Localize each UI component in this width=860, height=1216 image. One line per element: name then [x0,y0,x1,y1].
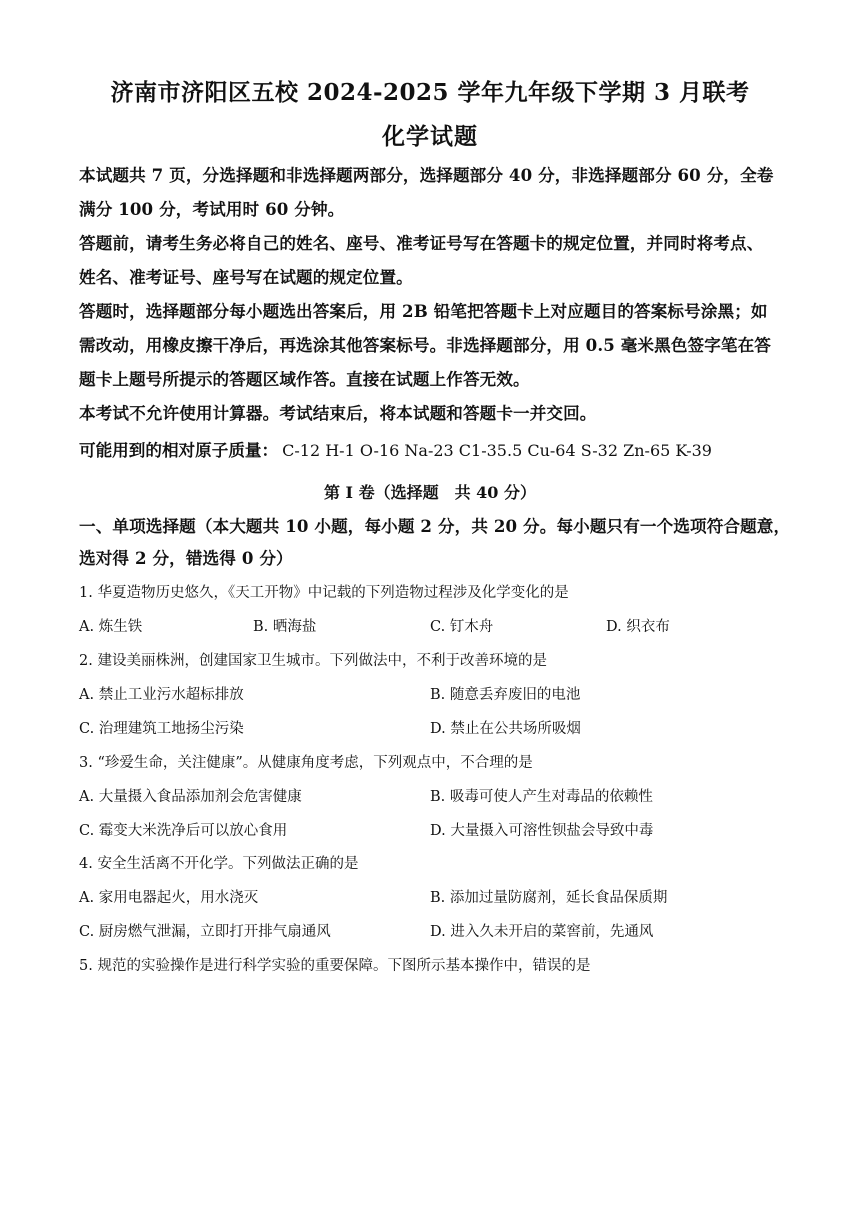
option-b: B. 吸毒可使人产生对毒品的依赖性 [430,789,653,805]
atomic-mass-label: 可能用到的相对原子质量： [79,440,279,460]
option-d: D. 禁止在公共场所吸烟 [430,721,581,737]
question-stem: 5. 规范的实验操作是进行科学实验的重要保障。下图所示基本操作中，错误的是 [79,958,591,974]
exam-subtitle: 化学试题 [382,123,478,150]
question-stem: 2. 建设美丽株洲，创建国家卫生城市。下列做法中，不利于改善环境的是 [79,653,547,669]
option-b: B. 添加过量防腐剂，延长食品保质期 [430,890,668,906]
atomic-mass-values: C-12 H-1 O-16 Na-23 C1-35.5 Cu-64 S-32 Zn-65 K-39 [282,441,712,460]
option-a: A. 家用电器起火，用水浇灭 [79,890,259,906]
option-d: D. 织衣布 [606,619,670,635]
section-title: 第 I 卷（选择题 共 40 分） [323,483,537,502]
option-c: C. 厨房燃气泄漏，立即打开排气扇通风 [79,924,331,940]
instruction-line: 答题时，选择题部分每小题选出答案后，用 2B 铅笔把答题卡上对应题目的答案标号涂黑；如 [79,301,768,321]
option-d: D. 大量摄入可溶性钡盐会导致中毒 [430,823,654,839]
instruction-line: 答题前，请考生务必将自己的姓名、座号、准考证号写在答题卡的规定位置，并同时将考点、 [79,233,764,253]
instruction-line: 本试题共 7 页，分选择题和非选择题两部分，选择题部分 40 分，非选择题部分 60 分，全卷 [79,165,774,185]
instruction-line: 满分 100 分，考试用时 60 分钟。 [79,199,345,219]
instruction-line: 需改动，用橡皮擦干净后，再选涂其他答案标号。非选择题部分，用 0.5 毫米黑色签字笔在答 [79,335,771,355]
option-b: B. 随意丢弃废旧的电池 [430,687,581,703]
instruction-line: 姓名、准考证号、座号写在试题的规定位置。 [79,267,413,287]
option-c: C. 霉变大米洗净后可以放心食用 [79,823,288,839]
option-d: D. 进入久未开启的菜窖前，先通风 [430,924,654,940]
option-c: C. 钉木舟 [430,619,494,635]
exam-title: 济南市济阳区五校 2024-2025 学年九年级下学期 3 月联考 [110,79,750,106]
part-one-heading-cont: 选对得 2 分，错选得 0 分） [79,548,293,568]
option-a: A. 大量摄入食品添加剂会危害健康 [79,789,302,805]
option-a: A. 炼生铁 [79,619,143,635]
part-one-heading: 一、单项选择题（本大题共 10 小题，每小题 2 分，共 20 分。每小题只有一个选项符合题意， [79,516,791,536]
instruction-line: 题卡上题号所提示的答题区域作答。直接在试题上作答无效。 [79,369,530,389]
atomic-mass-line [79,437,789,461]
option-c: C. 治理建筑工地扬尘污染 [79,721,244,737]
question-stem: 4. 安全生活离不开化学。下列做法正确的是 [79,856,359,872]
option-a: A. 禁止工业污水超标排放 [79,687,244,703]
question-stem: 1. 华夏造物历史悠久，《天工开物》中记载的下列造物过程涉及化学变化的是 [79,585,569,601]
option-b: B. 晒海盐 [253,619,317,635]
instruction-line: 本考试不允许使用计算器。考试结束后，将本试题和答题卡一并交回。 [79,403,597,423]
question-stem: 3. “珍爱生命，关注健康”。从健康角度考虑，下列观点中，不合理的是 [79,755,533,771]
